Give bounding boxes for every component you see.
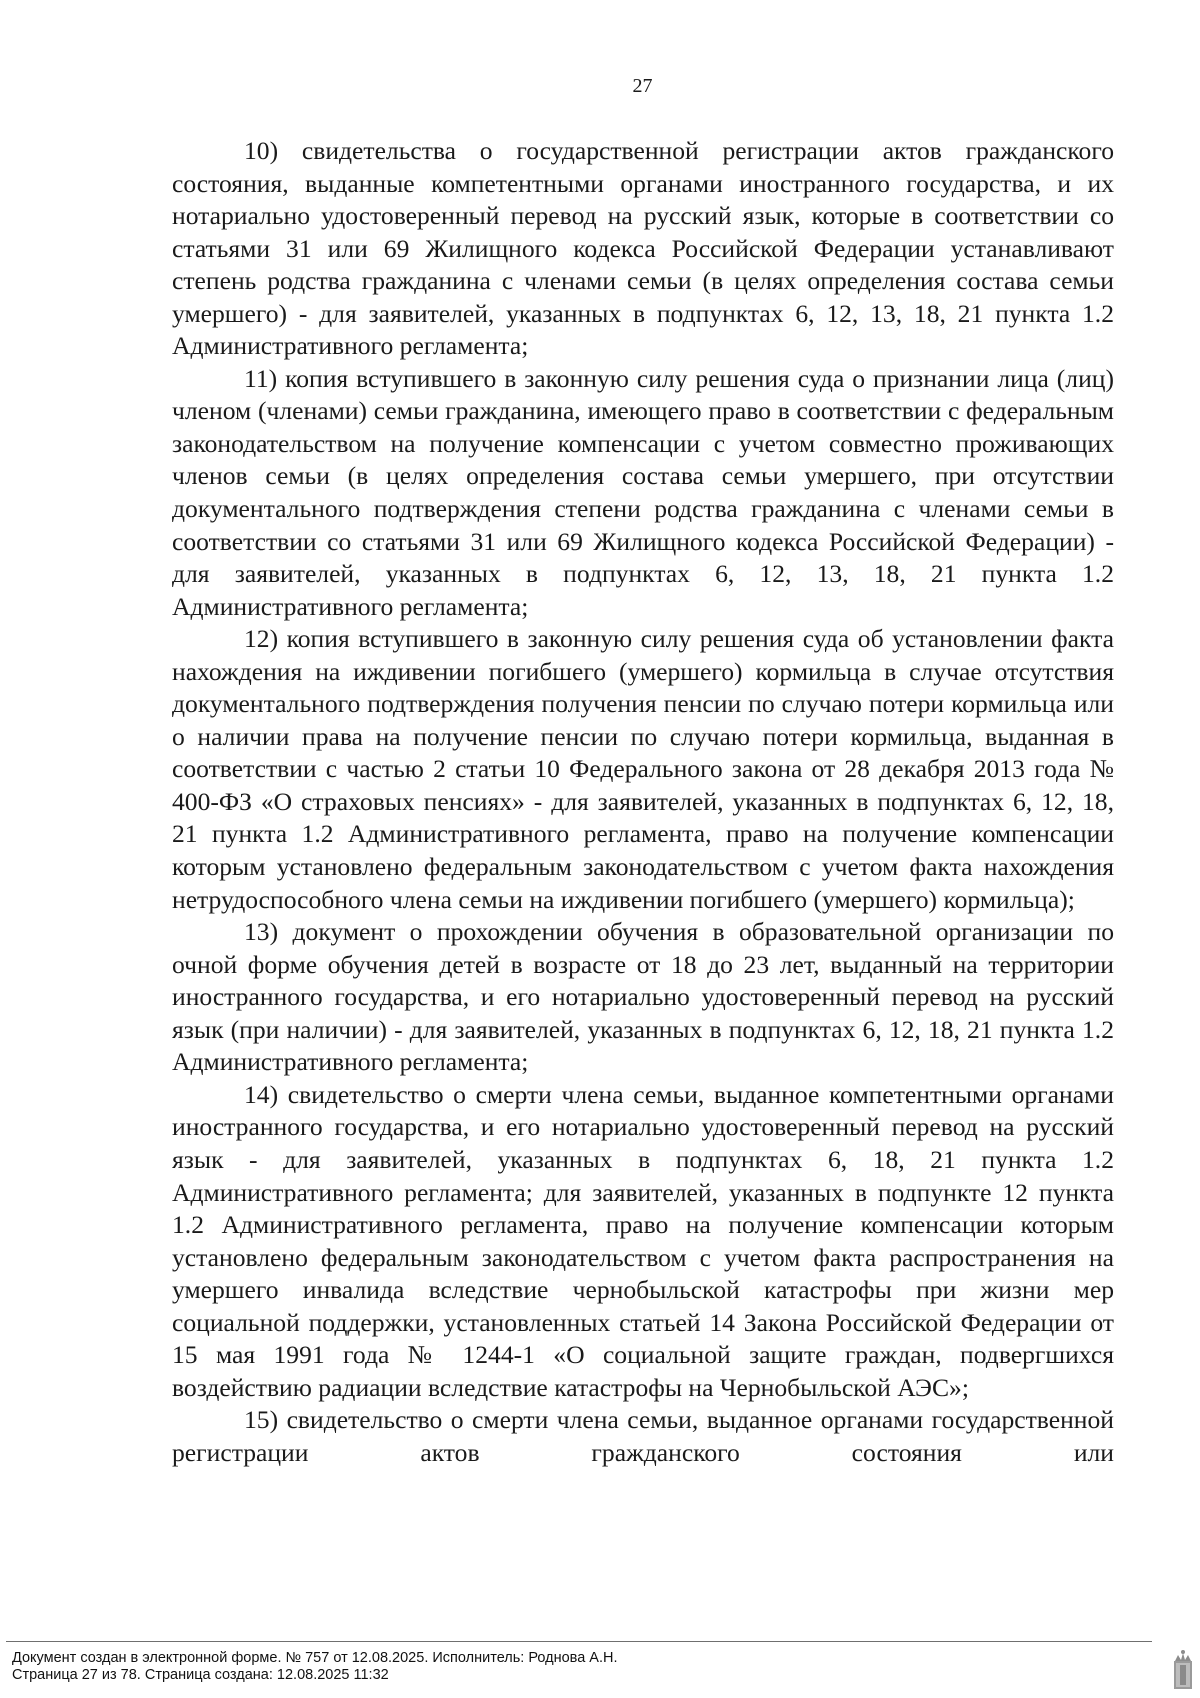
document-footer xyxy=(0,1641,1200,1698)
footer-document-info: Документ создан в электронной форме. № 757 от 12.08.2025. Исполнитель: Роднова А.Н. xyxy=(12,1650,618,1666)
paragraph-item-10: 10) свидетельства о государственной регистрации актов гражданского состояния, выданные компетентными органами иностранного государства, и их нотариально удостоверенный перевод на русский язык, которые в соответствии со статьями 31 или 69 Жилищного кодекса Российской Федерации устанавливают степень родства гражданина с членами семьи (в целях определения состава семьи умершего) - для заявителей, указанных в подпунктах 6, 12, 13, 18, 21 пункта 1.2 Административного регламента; xyxy=(172,136,1114,361)
footer-page-info: Страница 27 из 78. Страница создана: 12.08.2025 11:32 xyxy=(12,1667,389,1683)
paragraph-item-11: 11) копия вступившего в законную силу решения суда о признании лица (лиц) членом (членами) семьи гражданина, имеющего право в соответствии с федеральным законодательством на получение компенсации с учетом совместно проживающих членов семьи (в целях определения состава семьи умершего, при отсутствии документального подтверждения степени родства гражданина с членами семьи в соответствии со статьями 31 или 69 Жилищного кодекса Российской Федерации) - для заявителей, указанных в подпунктах 6, 12, 13, 18, 21 пункта 1.2 Административного регламента; xyxy=(172,363,1114,621)
paragraph-item-13: 13) документ о прохождении обучения в образовательной организации по очной форме обучения детей в возрасте от 18 до 23 лет, выданный на территории иностранного государства, и его нотариально удостоверенный перевод на русский язык (при наличии) - для заявителей, указанных в подпунктах 6, 12, 18, 21 пункта 1.2 Административного регламента; xyxy=(172,917,1114,1077)
footer-divider xyxy=(6,1641,1152,1642)
paragraph-item-15: 15) свидетельство о смерти члена семьи, выданное органами государственной регистрации актов гражданского состояния или xyxy=(172,1405,1114,1467)
footer-text xyxy=(12,1650,618,1684)
paragraph-item-14: 14) свидетельство о смерти члена семьи, выданное компетентными органами иностранного государства, и его нотариально удостоверенный перевод на русский язык - для заявителей, указанных в подпунктах 6, 18, 21 пункта 1.2 Административного регламента; для заявителей, указанных в подпункте 12 пункта 1.2 Административного регламента, право на получение компенсации которым установлено федеральным законодательством с учетом факта распространения на умершего инвалида вследствие чернобыльской катастрофы при жизни мер социальной поддержки, установленных статьей 14 Закона Российской Федерации от 15 мая 1991 года № 1244-1 «О социальной защите граждан, подвергшихся воздействию радиации вследствие катастрофы на Чернобыльской АЭС»; xyxy=(172,1079,1114,1402)
regional-coat-of-arms-icon xyxy=(1172,1649,1194,1691)
paragraph-item-12: 12) копия вступившего в законную силу решения суда об установлении факта нахождения на иждивении погибшего (умершего) кормильца в случае отсутствия документального подтверждения получения пенсии по случаю потери кормильца или о наличии права на получение пенсии по случаю потери кормильца, выданная в соответствии с частью 2 статьи 10 Федерального закона от 28 декабря 2013 года № 400-ФЗ «О страховых пенсиях» - для заявителей, указанных в подпунктах 6, 12, 18, 21 пункта 1.2 Административного регламента, право на получение компенсации которым установлено федеральным законодательством с учетом факта нахождения нетрудоспособного члена семьи на иждивении погибшего (умершего) кормильца); xyxy=(172,624,1114,914)
document-body xyxy=(172,135,1114,1469)
page-number: 27 xyxy=(632,75,653,97)
